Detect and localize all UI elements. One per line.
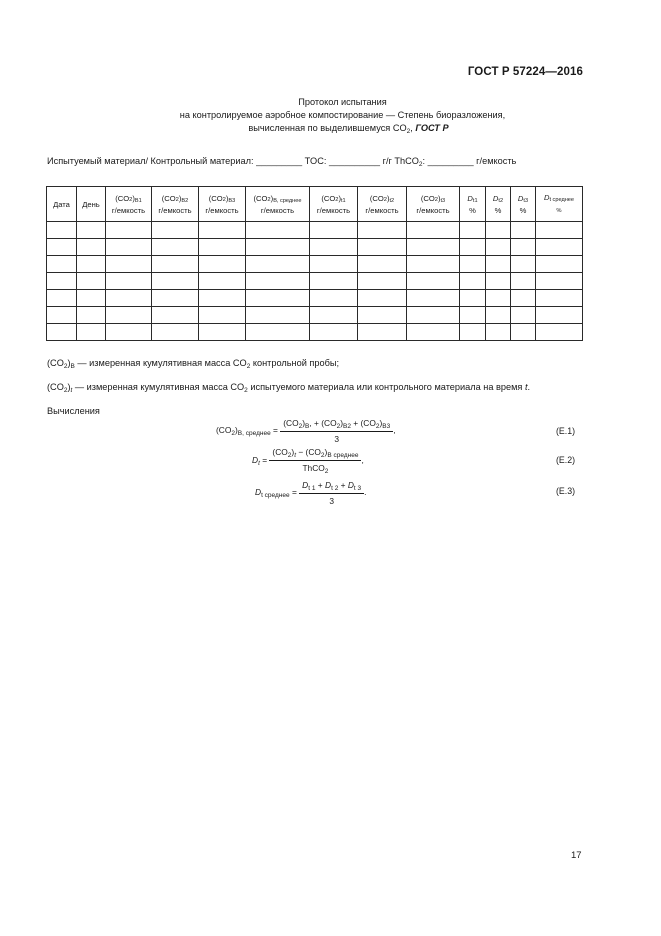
table-cell bbox=[358, 239, 407, 256]
table-cell bbox=[407, 290, 460, 307]
table-cell bbox=[358, 273, 407, 290]
table-cell bbox=[310, 222, 358, 239]
table-cell bbox=[511, 222, 536, 239]
table-cell bbox=[246, 290, 310, 307]
protocol-title bbox=[0, 96, 661, 138]
table-cell bbox=[486, 256, 511, 273]
formula-e1: $(CO_2)_{B, среднее}$ = $\frac{(CO_2)_B, + (CO_2)_{B2} + (CO_2)_{B3}}{3}$ , bbox=[216, 418, 396, 444]
formula-e1-lhs: $(CO_2)_{B, среднее}$ = bbox=[216, 425, 278, 437]
note-co2-t: $(CO_2)_t$ — измеренная кумулятивная масса $CO_2$ испытуемого материала или контрольного материала на время t. bbox=[47, 382, 531, 394]
table-cell bbox=[310, 256, 358, 273]
table-cell bbox=[106, 307, 152, 324]
table-cell bbox=[106, 290, 152, 307]
table-cell bbox=[246, 256, 310, 273]
table-cell bbox=[460, 324, 486, 341]
col-header-d-avg: Dt среднее % bbox=[536, 187, 583, 222]
col-header-co2-t1: (CO2)t1 г/емкость bbox=[310, 187, 358, 222]
table-cell bbox=[407, 222, 460, 239]
table-cell bbox=[106, 256, 152, 273]
table-cell bbox=[460, 307, 486, 324]
table-cell bbox=[358, 290, 407, 307]
table-cell bbox=[77, 324, 106, 341]
table-cell bbox=[246, 222, 310, 239]
material-line-text: Испытуемый материал/ Контрольный материал: _________ TOC: __________ г/г ThCO bbox=[47, 156, 419, 166]
material-line-tail: : _________ г/емкость bbox=[422, 156, 517, 166]
material-line bbox=[47, 156, 516, 168]
table-cell bbox=[310, 290, 358, 307]
table-cell bbox=[152, 222, 199, 239]
formula-e2-fraction bbox=[269, 447, 361, 475]
col-header-co2-b3: (CO2)B3 г/емкость bbox=[199, 187, 246, 222]
title-co2-subscript: 2 bbox=[406, 128, 411, 135]
table-cell bbox=[536, 222, 583, 239]
table-cell bbox=[77, 222, 106, 239]
table-cell bbox=[536, 307, 583, 324]
table-row bbox=[47, 290, 583, 307]
protocol-table-body bbox=[47, 222, 583, 341]
table-cell bbox=[460, 256, 486, 273]
table-cell bbox=[511, 239, 536, 256]
table-cell bbox=[511, 324, 536, 341]
table-cell bbox=[407, 273, 460, 290]
title-separator: , bbox=[410, 123, 416, 133]
table-cell bbox=[358, 256, 407, 273]
table-cell bbox=[460, 290, 486, 307]
table-cell bbox=[358, 222, 407, 239]
table-cell bbox=[486, 324, 511, 341]
table-cell bbox=[106, 239, 152, 256]
table-cell bbox=[47, 324, 77, 341]
table-cell bbox=[106, 324, 152, 341]
table-cell bbox=[486, 239, 511, 256]
formula-e3-lhs: $D_{t среднее}$ = bbox=[255, 487, 297, 499]
formula-e3: $D_{t среднее}$ = $\frac{D_{t 1} + D_{t 2} + D_{t 3}}{3}$ . bbox=[255, 480, 367, 506]
col-header-co2-b1: (CO2)B1 г/емкость bbox=[106, 187, 152, 222]
table-cell bbox=[152, 273, 199, 290]
formula-e3-number: (E.3) bbox=[556, 486, 576, 496]
formula-e1-numerator: $(CO_2)_B$, + $(CO_2)_{B2} + (CO_2)_{B3}$ bbox=[280, 418, 393, 432]
table-cell bbox=[152, 239, 199, 256]
table-row bbox=[47, 239, 583, 256]
table-cell bbox=[77, 273, 106, 290]
table-cell bbox=[246, 307, 310, 324]
table-cell bbox=[106, 222, 152, 239]
table-cell bbox=[199, 222, 246, 239]
table-cell bbox=[77, 307, 106, 324]
title-line-1: Протокол испытания bbox=[298, 97, 387, 107]
formula-e1-denominator: 3 bbox=[334, 434, 340, 444]
col-header-co2-b2: (CO2)B2 г/емкость bbox=[152, 187, 199, 222]
table-cell bbox=[47, 307, 77, 324]
table-cell bbox=[152, 256, 199, 273]
table-cell bbox=[486, 290, 511, 307]
table-cell bbox=[536, 324, 583, 341]
table-cell bbox=[460, 222, 486, 239]
formula-e1-fraction bbox=[280, 418, 393, 444]
table-row bbox=[47, 273, 583, 290]
table-cell bbox=[199, 324, 246, 341]
title-line-2: на контролируемое аэробное компостирование — Степень биоразложения, bbox=[179, 110, 506, 120]
formula-e3-numerator: $D_{t 1} + D_{t 2} + D_{t 3}$ bbox=[299, 480, 364, 494]
col-header-date: Дата bbox=[47, 187, 77, 222]
table-row bbox=[47, 324, 583, 341]
table-cell bbox=[246, 324, 310, 341]
table-cell bbox=[407, 307, 460, 324]
title-line-3-text: вычисленная по выделившемуся CO bbox=[248, 123, 407, 133]
table-cell bbox=[407, 239, 460, 256]
formula-e1-number: (E.1) bbox=[556, 426, 576, 436]
col-header-co2-b-avg: (CO2)B, среднее г/емкость bbox=[246, 187, 310, 222]
formula-e2-number: (E.2) bbox=[556, 455, 576, 465]
title-line-3 bbox=[0, 122, 661, 138]
table-cell bbox=[511, 256, 536, 273]
table-cell bbox=[246, 273, 310, 290]
table-cell bbox=[310, 307, 358, 324]
table-cell bbox=[358, 307, 407, 324]
table-cell bbox=[152, 290, 199, 307]
table-cell bbox=[536, 239, 583, 256]
table-cell bbox=[47, 273, 77, 290]
table-cell bbox=[310, 324, 358, 341]
table-cell bbox=[536, 273, 583, 290]
col-header-co2-t2: (CO2)t2 г/емкость bbox=[358, 187, 407, 222]
table-cell bbox=[511, 290, 536, 307]
col-header-day: День bbox=[77, 187, 106, 222]
table-cell bbox=[460, 239, 486, 256]
table-cell bbox=[47, 222, 77, 239]
table-cell bbox=[310, 239, 358, 256]
table-cell bbox=[536, 290, 583, 307]
col-header-co2-t3: (CO2)t3 г/емкость bbox=[407, 187, 460, 222]
table-cell bbox=[199, 239, 246, 256]
formula-e3-fraction bbox=[299, 480, 364, 506]
formula-e2-lhs: $D_t$ = bbox=[252, 455, 268, 467]
material-line-subscript: 2 bbox=[418, 161, 423, 168]
formula-e3-denominator: 3 bbox=[329, 496, 334, 506]
table-cell bbox=[106, 273, 152, 290]
page-number: 17 bbox=[571, 850, 582, 861]
table-cell bbox=[511, 273, 536, 290]
calculations-heading: Вычисления bbox=[47, 406, 100, 416]
table-cell bbox=[199, 290, 246, 307]
table-row bbox=[47, 307, 583, 324]
table-cell bbox=[199, 307, 246, 324]
table-cell bbox=[358, 324, 407, 341]
table-cell bbox=[77, 239, 106, 256]
table-cell bbox=[460, 273, 486, 290]
standard-designation: ГОСТ Р 57224—2016 bbox=[467, 66, 583, 78]
table-header-row bbox=[47, 187, 583, 222]
table-cell bbox=[77, 256, 106, 273]
table-cell bbox=[152, 324, 199, 341]
table-cell bbox=[47, 290, 77, 307]
table-cell bbox=[536, 256, 583, 273]
col-header-d-t1: Dt1 % bbox=[460, 187, 486, 222]
table-cell bbox=[47, 256, 77, 273]
table-cell bbox=[511, 307, 536, 324]
protocol-table bbox=[46, 186, 583, 341]
table-cell bbox=[407, 256, 460, 273]
table-cell bbox=[47, 239, 77, 256]
table-cell bbox=[486, 307, 511, 324]
col-header-d-t3: Dt3 % bbox=[511, 187, 536, 222]
table-cell bbox=[486, 222, 511, 239]
table-cell bbox=[199, 273, 246, 290]
col-header-d-t2: Dt2 % bbox=[486, 187, 511, 222]
table-row bbox=[47, 222, 583, 239]
table-cell bbox=[486, 273, 511, 290]
table-cell bbox=[152, 307, 199, 324]
formula-e2: $D_t$ = $\frac{(CO_2)_t - (CO_2)_{B среднее}}{ThCO_2}$ , bbox=[252, 447, 364, 475]
table-cell bbox=[407, 324, 460, 341]
table-cell bbox=[77, 290, 106, 307]
note-co2-b: $(CO_2)_B$ — измеренная кумулятивная масса $CO_2$ контрольной пробы; bbox=[47, 358, 340, 370]
table-row bbox=[47, 256, 583, 273]
formula-e2-numerator: $(CO_2)_t - (CO_2)_{B среднее}$ bbox=[269, 447, 361, 461]
table-cell bbox=[199, 256, 246, 273]
formula-e2-denominator: ThCO$_2$ bbox=[302, 463, 329, 475]
title-standard-ref: ГОСТ Р bbox=[415, 123, 449, 133]
table-cell bbox=[310, 273, 358, 290]
table-cell bbox=[246, 239, 310, 256]
